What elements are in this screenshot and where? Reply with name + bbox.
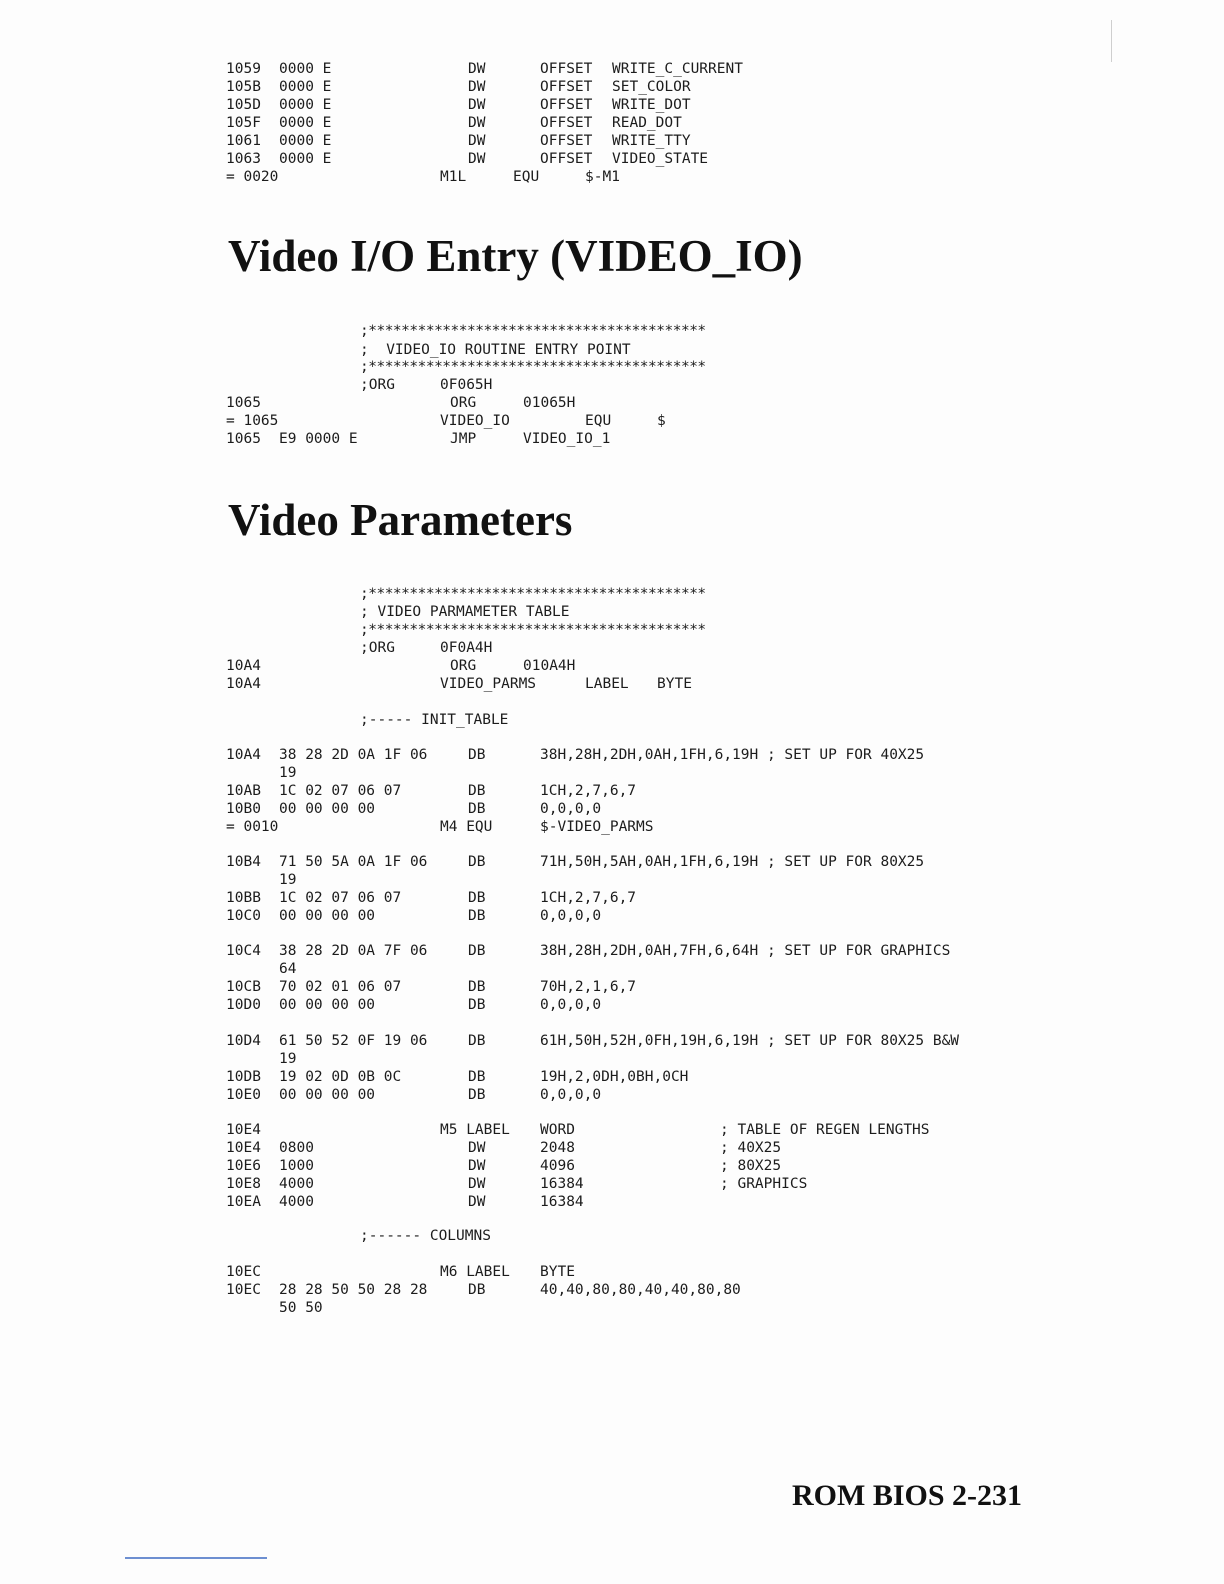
- listing-field: JMP: [450, 431, 477, 447]
- listing-field: 1C 02 07 06 07: [279, 783, 402, 799]
- listing-field: OFFSET: [540, 115, 593, 131]
- listing-field: DW: [468, 115, 486, 131]
- listing-field: 0000 E: [279, 61, 332, 77]
- listing-field: 4000: [279, 1194, 314, 1210]
- listing-field: 19: [279, 765, 297, 781]
- footnote-rule: [125, 1557, 267, 1559]
- listing-field: 1061: [226, 133, 261, 149]
- listing-field: 0,0,0,0: [540, 1087, 602, 1103]
- listing-field: 10A4: [226, 747, 261, 763]
- listing-field: 0,0,0,0: [540, 801, 602, 817]
- listing-field: DB: [468, 1282, 486, 1298]
- listing-field: 0F0A4H: [440, 640, 493, 656]
- listing-field: ;ORG: [360, 640, 395, 656]
- listing-field: 00 00 00 00: [279, 908, 376, 924]
- listing-field: 1065: [226, 395, 261, 411]
- listing-field: VIDEO_IO_1: [523, 431, 611, 447]
- listing-field: M5 LABEL: [440, 1122, 510, 1138]
- listing-field: M6 LABEL: [440, 1264, 510, 1280]
- listing-field: 4000: [279, 1176, 314, 1192]
- listing-field: 10E8: [226, 1176, 261, 1192]
- listing-field: DW: [468, 1158, 486, 1174]
- listing-field: ; 40X25: [720, 1140, 782, 1156]
- listing-field: 00 00 00 00: [279, 801, 376, 817]
- listing-field: 10DB: [226, 1069, 261, 1085]
- listing-field: OFFSET: [540, 151, 593, 167]
- listing-field: 40,40,80,80,40,40,80,80: [540, 1282, 741, 1298]
- listing-field: 1063: [226, 151, 261, 167]
- listing-field: 1CH,2,7,6,7: [540, 890, 637, 906]
- listing-field: E9 0000 E: [279, 431, 358, 447]
- listing-field: 10D0: [226, 997, 261, 1013]
- listing-field: DB: [468, 1087, 486, 1103]
- listing-field: DB: [468, 801, 486, 817]
- listing-field: 50 50: [279, 1300, 323, 1316]
- listing-field: 19H,2,0DH,0BH,0CH: [540, 1069, 689, 1085]
- listing-field: 010A4H: [523, 658, 576, 674]
- listing-field: OFFSET: [540, 61, 593, 77]
- listing-field: DW: [468, 61, 486, 77]
- listing-field: ;----- INIT_TABLE: [360, 712, 509, 728]
- listing-field: DB: [468, 783, 486, 799]
- listing-field: 00 00 00 00: [279, 1087, 376, 1103]
- listing-field: 0F065H: [440, 377, 493, 393]
- listing-field: 0000 E: [279, 97, 332, 113]
- listing-field: 10E6: [226, 1158, 261, 1174]
- listing-field: $: [657, 413, 666, 429]
- listing-field: LABEL: [585, 676, 629, 692]
- listing-field: DW: [468, 97, 486, 113]
- listing-field: ;*****************************************: [360, 359, 706, 375]
- listing-field: OFFSET: [540, 133, 593, 149]
- listing-field: 105B: [226, 79, 261, 95]
- listing-field: EQU: [585, 413, 612, 429]
- listing-field: $-VIDEO_PARMS: [540, 819, 654, 835]
- listing-field: 1C 02 07 06 07: [279, 890, 402, 906]
- listing-field: DW: [468, 133, 486, 149]
- listing-field: 10D4: [226, 1033, 261, 1049]
- listing-field: 19: [279, 872, 297, 888]
- listing-field: ; 80X25: [720, 1158, 782, 1174]
- listing-field: 38H,28H,2DH,0AH,1FH,6,19H ; SET UP FOR 40X25: [540, 747, 925, 763]
- listing-field: 01065H: [523, 395, 576, 411]
- listing-field: 10E4: [226, 1140, 261, 1156]
- listing-field: 0000 E: [279, 133, 332, 149]
- listing-field: 0000 E: [279, 115, 332, 131]
- listing-field: DB: [468, 979, 486, 995]
- listing-field: 61H,50H,52H,0FH,19H,6,19H ; SET UP FOR 80X25 B&W: [540, 1033, 960, 1049]
- listing-field: VIDEO_IO: [440, 413, 510, 429]
- listing-field: 38 28 2D 0A 1F 06: [279, 747, 428, 763]
- listing-field: WRITE_C_CURRENT: [612, 61, 743, 77]
- listing-field: 28 28 50 50 28 28: [279, 1282, 428, 1298]
- listing-field: 1000: [279, 1158, 314, 1174]
- listing-field: BYTE: [540, 1264, 575, 1280]
- listing-field: 10A4: [226, 658, 261, 674]
- listing-field: 38 28 2D 0A 7F 06: [279, 943, 428, 959]
- listing-field: DB: [468, 943, 486, 959]
- listing-field: DW: [468, 151, 486, 167]
- listing-field: 10E0: [226, 1087, 261, 1103]
- listing-field: DB: [468, 854, 486, 870]
- listing-field: ; VIDEO_IO ROUTINE ENTRY POINT: [360, 342, 631, 358]
- listing-field: 10EC: [226, 1264, 261, 1280]
- listing-field: 61 50 52 0F 19 06: [279, 1033, 428, 1049]
- listing-field: ; GRAPHICS: [720, 1176, 808, 1192]
- listing-field: 10AB: [226, 783, 261, 799]
- listing-field: = 0010: [226, 819, 279, 835]
- listing-field: 0800: [279, 1140, 314, 1156]
- listing-field: OFFSET: [540, 97, 593, 113]
- listing-field: 10EC: [226, 1282, 261, 1298]
- listing-field: ; TABLE OF REGEN LENGTHS: [720, 1122, 930, 1138]
- listing-field: DW: [468, 79, 486, 95]
- listing-field: DW: [468, 1140, 486, 1156]
- listing-field: ;ORG: [360, 377, 395, 393]
- listing-field: 38H,28H,2DH,0AH,7FH,6,64H ; SET UP FOR GRAPHICS: [540, 943, 951, 959]
- listing-field: ;*****************************************: [360, 622, 706, 638]
- listing-field: VIDEO_STATE: [612, 151, 709, 167]
- listing-field: ; VIDEO PARMAMETER TABLE: [360, 604, 570, 620]
- listing-field: ;*****************************************: [360, 586, 706, 602]
- listing-field: VIDEO_PARMS: [440, 676, 537, 692]
- listing-field: ORG: [450, 395, 477, 411]
- listing-field: 1CH,2,7,6,7: [540, 783, 637, 799]
- listing-field: DB: [468, 1069, 486, 1085]
- listing-field: WORD: [540, 1122, 575, 1138]
- listing-field: ;------ COLUMNS: [360, 1228, 491, 1244]
- listing-field: DW: [468, 1176, 486, 1192]
- listing-field: DB: [468, 890, 486, 906]
- listing-field: 0,0,0,0: [540, 997, 602, 1013]
- listing-field: DB: [468, 1033, 486, 1049]
- listing-field: 10B0: [226, 801, 261, 817]
- section-title-video-parameters: Video Parameters: [228, 495, 573, 545]
- listing-field: 0000 E: [279, 79, 332, 95]
- listing-field: $-M1: [585, 169, 620, 185]
- listing-field: 19: [279, 1051, 297, 1067]
- listing-field: 70H,2,1,6,7: [540, 979, 637, 995]
- page-footer: ROM BIOS 2-231: [792, 1479, 1023, 1512]
- listing-field: DB: [468, 997, 486, 1013]
- listing-field: 1059: [226, 61, 261, 77]
- listing-field: 0,0,0,0: [540, 908, 602, 924]
- listing-field: WRITE_TTY: [612, 133, 691, 149]
- listing-field: 16384: [540, 1194, 584, 1210]
- listing-field: DB: [468, 747, 486, 763]
- listing-field: 00 00 00 00: [279, 997, 376, 1013]
- listing-field: 105F: [226, 115, 261, 131]
- listing-field: 10C0: [226, 908, 261, 924]
- listing-field: SET_COLOR: [612, 79, 691, 95]
- listing-field: ORG: [450, 658, 477, 674]
- listing-field: 105D: [226, 97, 261, 113]
- listing-field: = 1065: [226, 413, 279, 429]
- listing-field: = 0020: [226, 169, 279, 185]
- section-title-video-io: Video I/O Entry (VIDEO_IO): [228, 231, 803, 281]
- listing-field: 10CB: [226, 979, 261, 995]
- listing-field: 2048: [540, 1140, 575, 1156]
- listing-field: 10C4: [226, 943, 261, 959]
- listing-field: 16384: [540, 1176, 584, 1192]
- listing-field: DW: [468, 1194, 486, 1210]
- listing-field: ;*****************************************: [360, 323, 706, 339]
- listing-field: 1065: [226, 431, 261, 447]
- listing-field: READ_DOT: [612, 115, 682, 131]
- listing-field: 19 02 0D 0B 0C: [279, 1069, 402, 1085]
- listing-field: OFFSET: [540, 79, 593, 95]
- listing-field: 10E4: [226, 1122, 261, 1138]
- listing-field: DB: [468, 908, 486, 924]
- listing-field: M4 EQU: [440, 819, 493, 835]
- margin-rule: [1111, 20, 1112, 62]
- listing-field: 4096: [540, 1158, 575, 1174]
- listing-field: 10BB: [226, 890, 261, 906]
- listing-field: WRITE_DOT: [612, 97, 691, 113]
- listing-field: 10EA: [226, 1194, 261, 1210]
- listing-field: EQU: [513, 169, 540, 185]
- listing-field: 10A4: [226, 676, 261, 692]
- listing-field: 10B4: [226, 854, 261, 870]
- listing-field: 64: [279, 961, 297, 977]
- listing-field: M1L: [440, 169, 467, 185]
- listing-field: BYTE: [657, 676, 692, 692]
- listing-field: 71 50 5A 0A 1F 06: [279, 854, 428, 870]
- listing-field: 70 02 01 06 07: [279, 979, 402, 995]
- listing-field: 71H,50H,5AH,0AH,1FH,6,19H ; SET UP FOR 80X25: [540, 854, 925, 870]
- listing-field: 0000 E: [279, 151, 332, 167]
